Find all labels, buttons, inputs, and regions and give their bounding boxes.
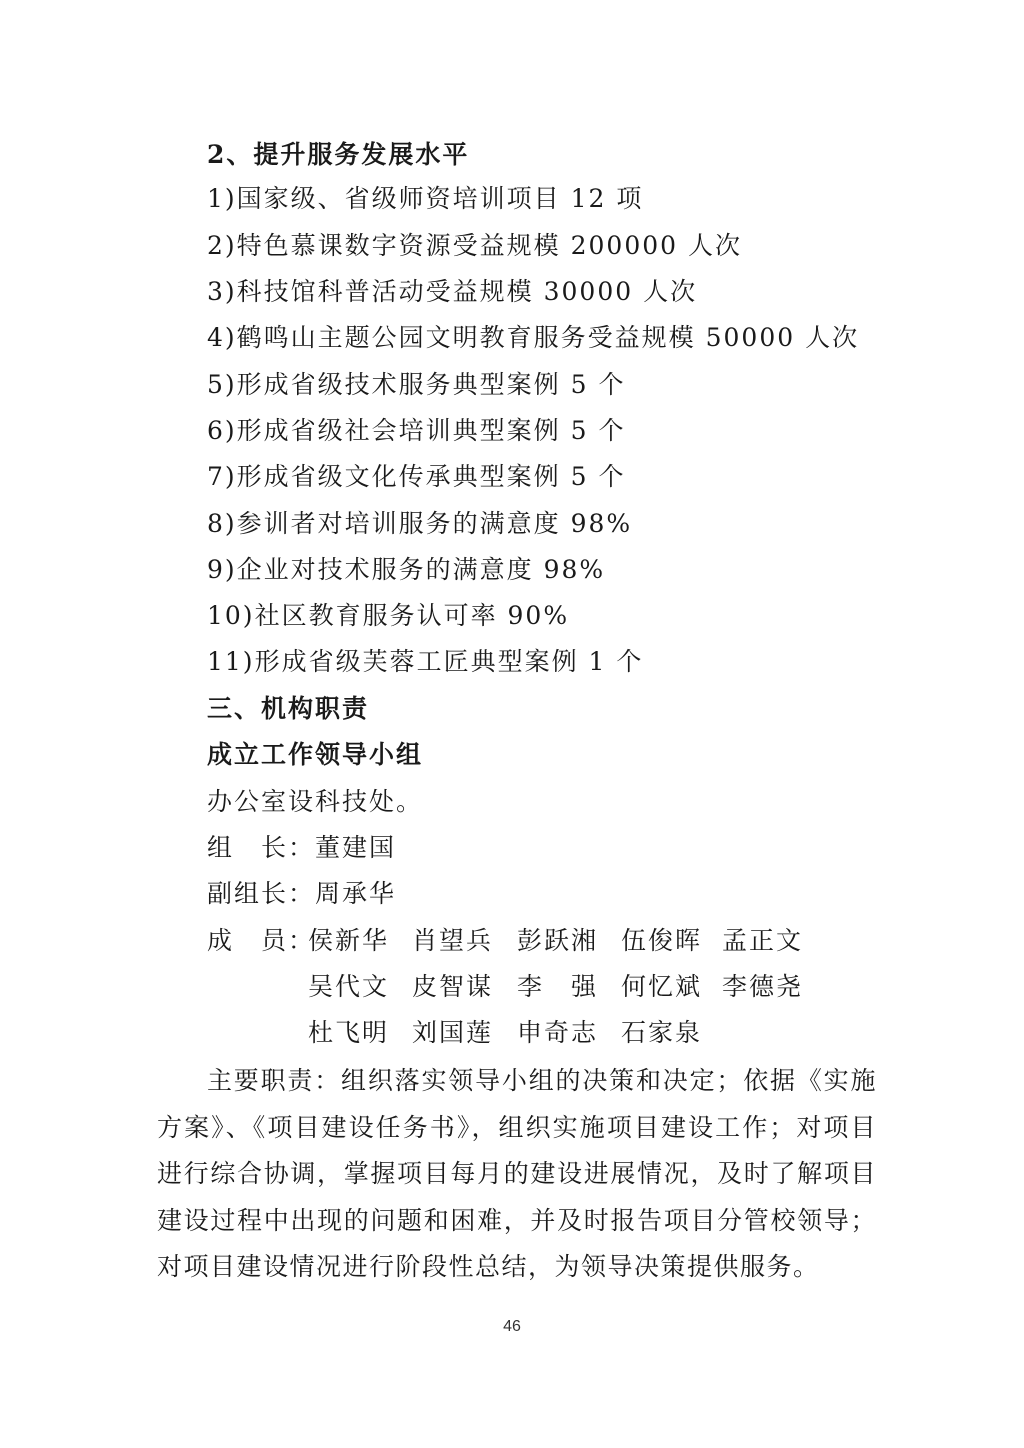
page-number: 46 [503, 1318, 521, 1335]
member-name: 李德尧 [722, 972, 804, 1001]
list-item: 8)参训者对培训服务的满意度 98% [207, 509, 633, 538]
office-note: 办公室设科技处。 [207, 787, 424, 816]
list-item: 7)形成省级文化传承典型案例 5 个 [207, 462, 626, 491]
member-name: 孟正文 [722, 926, 804, 955]
section-heading-responsibilities: 三、机构职责 [207, 694, 370, 723]
list-item: 5)形成省级技术服务典型案例 5 个 [207, 370, 626, 399]
member-name: 肖望兵 [412, 926, 494, 955]
list-item: 6)形成省级社会培训典型案例 5 个 [207, 416, 626, 445]
member-name: 皮智谋 [412, 972, 494, 1001]
list-item: 1)国家级、省级师资培训项目 12 项 [207, 184, 644, 213]
deputy-leader: 副组长：周承华 [207, 879, 397, 908]
list-item: 4)鹤鸣山主题公园文明教育服务受益规模 50000 人次 [207, 323, 860, 352]
list-item: 2)特色慕课数字资源受益规模 200000 人次 [207, 231, 742, 260]
subsection-heading-leading-group: 成立工作领导小组 [207, 740, 424, 769]
member-name: 申奇志 [517, 1018, 599, 1047]
member-name: 侯新华 [308, 926, 390, 955]
member-name: 刘国莲 [412, 1018, 494, 1047]
members-label: 成 员： [207, 926, 316, 955]
member-name: 李 强 [517, 972, 599, 1001]
group-leader: 组 长：董建国 [207, 833, 397, 862]
list-item: 10)社区教育服务认可率 90% [207, 601, 570, 630]
member-name: 何忆斌 [621, 972, 703, 1001]
list-item: 3)科技馆科普活动受益规模 30000 人次 [207, 277, 698, 306]
list-item: 11)形成省级芙蓉工匠典型案例 1 个 [207, 647, 644, 676]
member-name: 彭跃湘 [517, 926, 599, 955]
member-name: 杜飞明 [308, 1018, 390, 1047]
member-name: 吴代文 [308, 972, 390, 1001]
section-heading-improve-service: 2、提升服务发展水平 [207, 140, 470, 169]
duties-paragraph: 主要职责：组织落实领导小组的决策和决定；依据《实施方案》、《项目建设任务书》，组织实施项目建设工作；对项目进行综合协调，掌握项目每月的建设进展情况，及时了解项目建设过程中出现的问题和困难，并及时报告项目分管校领导；对项目建设情况进行阶段性总结，为领导决策提供服务。 [157, 1066, 877, 1281]
list-item: 9)企业对技术服务的满意度 98% [207, 555, 606, 584]
member-name: 石家泉 [621, 1018, 703, 1047]
member-name: 伍俊晖 [621, 926, 703, 955]
